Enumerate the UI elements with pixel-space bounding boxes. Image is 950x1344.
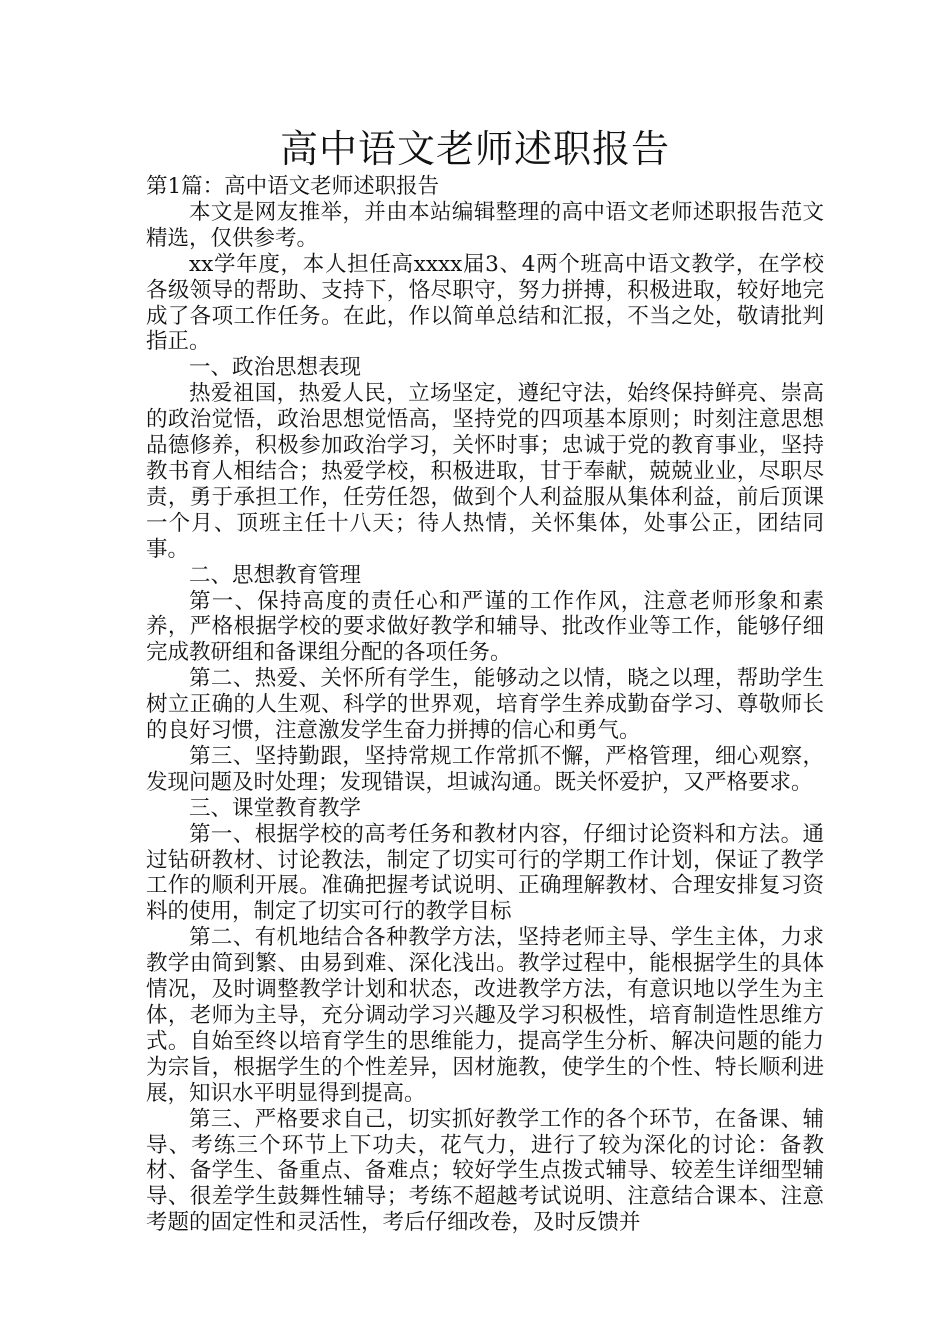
paragraph-ideological-2: 第二、热爱、关怀所有学生，能够动之以情，晓之以理，帮助学生树立正确的人生观、科学的世界观，培育学生养成勤奋学习、尊敬师长的良好习惯，注意激发学生奋力拼搏的信心和勇气。 xyxy=(146,666,824,744)
paragraph-ideological-3: 第三、坚持勤跟，坚持常规工作常抓不懈，严格管理，细心观察，发现问题及时处理；发现错误，坦诚沟通。既关怀爱护，又严格要求。 xyxy=(146,743,824,795)
paragraph-political: 热爱祖国，热爱人民，立场坚定，遵纪守法，始终保持鲜亮、崇高的政治觉悟，政治思想觉悟高，坚持党的四项基本原则；时刻注意思想品德修养，积极参加政治学习，关怀时事；忠诚于党的教育事业，坚持教书育人相结合；热爱学校，积极进取，甘于奉献，兢兢业业，尽职尽责，勇于承担工作，任劳任怨，做到个人利益服从集体利益，前后顶课一个月、顶班主任十八天；待人热情，关怀集体，处事公正，团结同事。 xyxy=(146,381,824,562)
section-heading-teaching: 三、课堂教育教学 xyxy=(189,795,362,821)
document-subtitle: 第1篇：高中语文老师述职报告 xyxy=(146,174,440,199)
section-heading-ideological: 二、思想教育管理 xyxy=(189,562,362,588)
paragraph-teaching-1: 第一、根据学校的高考任务和教材内容，仔细讨论资料和方法。通过钻研教材、讨论教法，制定了切实可行的学期工作计划，保证了教学工作的顺利开展。准确把握考试说明、正确理解教材、合理安排复习资料的使用，制定了切实可行的教学目标 xyxy=(146,821,824,925)
document-title: 高中语文老师述职报告 xyxy=(279,127,670,171)
paragraph-intro: 本文是网友推举，并由本站编辑整理的高中语文老师述职报告范文精选，仅供参考。 xyxy=(146,199,824,251)
paragraph-teaching-2: 第二、有机地结合各种教学方法，坚持老师主导、学生主体，力求教学由简到繁、由易到难、深化浅出。教学过程中，能根据学生的具体情况，及时调整教学计划和状态，改进教学方法，有意识地以学生为主体，老师为主导，充分调动学习兴趣及学习积极性，培育制造性思维方式。自始至终以培育学生的思维能力，提高学生分析、解决问题的能力为宗旨，根据学生的个性差异，因材施教，使学生的个性、特长顺利进展，知识水平明显得到提高。 xyxy=(146,925,824,1106)
paragraph-overview: xx学年度，本人担任高xxxx届3、4两个班高中语文教学，在学校各级领导的帮助、支持下，恪尽职守，努力拼搏，积极进取，较好地完成了各项工作任务。在此，作以简单总结和汇报，不当之处，敬请批判指正。 xyxy=(146,251,824,355)
paragraph-teaching-3: 第三、严格要求自己，切实抓好教学工作的各个环节，在备课、辅导、考练三个环节上下功夫，花气力，进行了较为深化的讨论：备教材、备学生、备重点、备难点；较好学生点拨式辅导、较差生详细型辅导、很差学生鼓舞性辅导；考练不超越考试说明、注意结合课本、注意考题的固定性和灵活性，考后仔细改卷，及时反馈并 xyxy=(146,1106,824,1236)
paragraph-ideological-1: 第一、保持高度的责任心和严谨的工作作风，注意老师形象和素养，严格根据学校的要求做好教学和辅导、批改作业等工作，能够仔细完成教研组和备课组分配的各项任务。 xyxy=(146,588,824,666)
section-heading-political: 一、政治思想表现 xyxy=(189,355,362,381)
document-body xyxy=(146,174,824,1236)
